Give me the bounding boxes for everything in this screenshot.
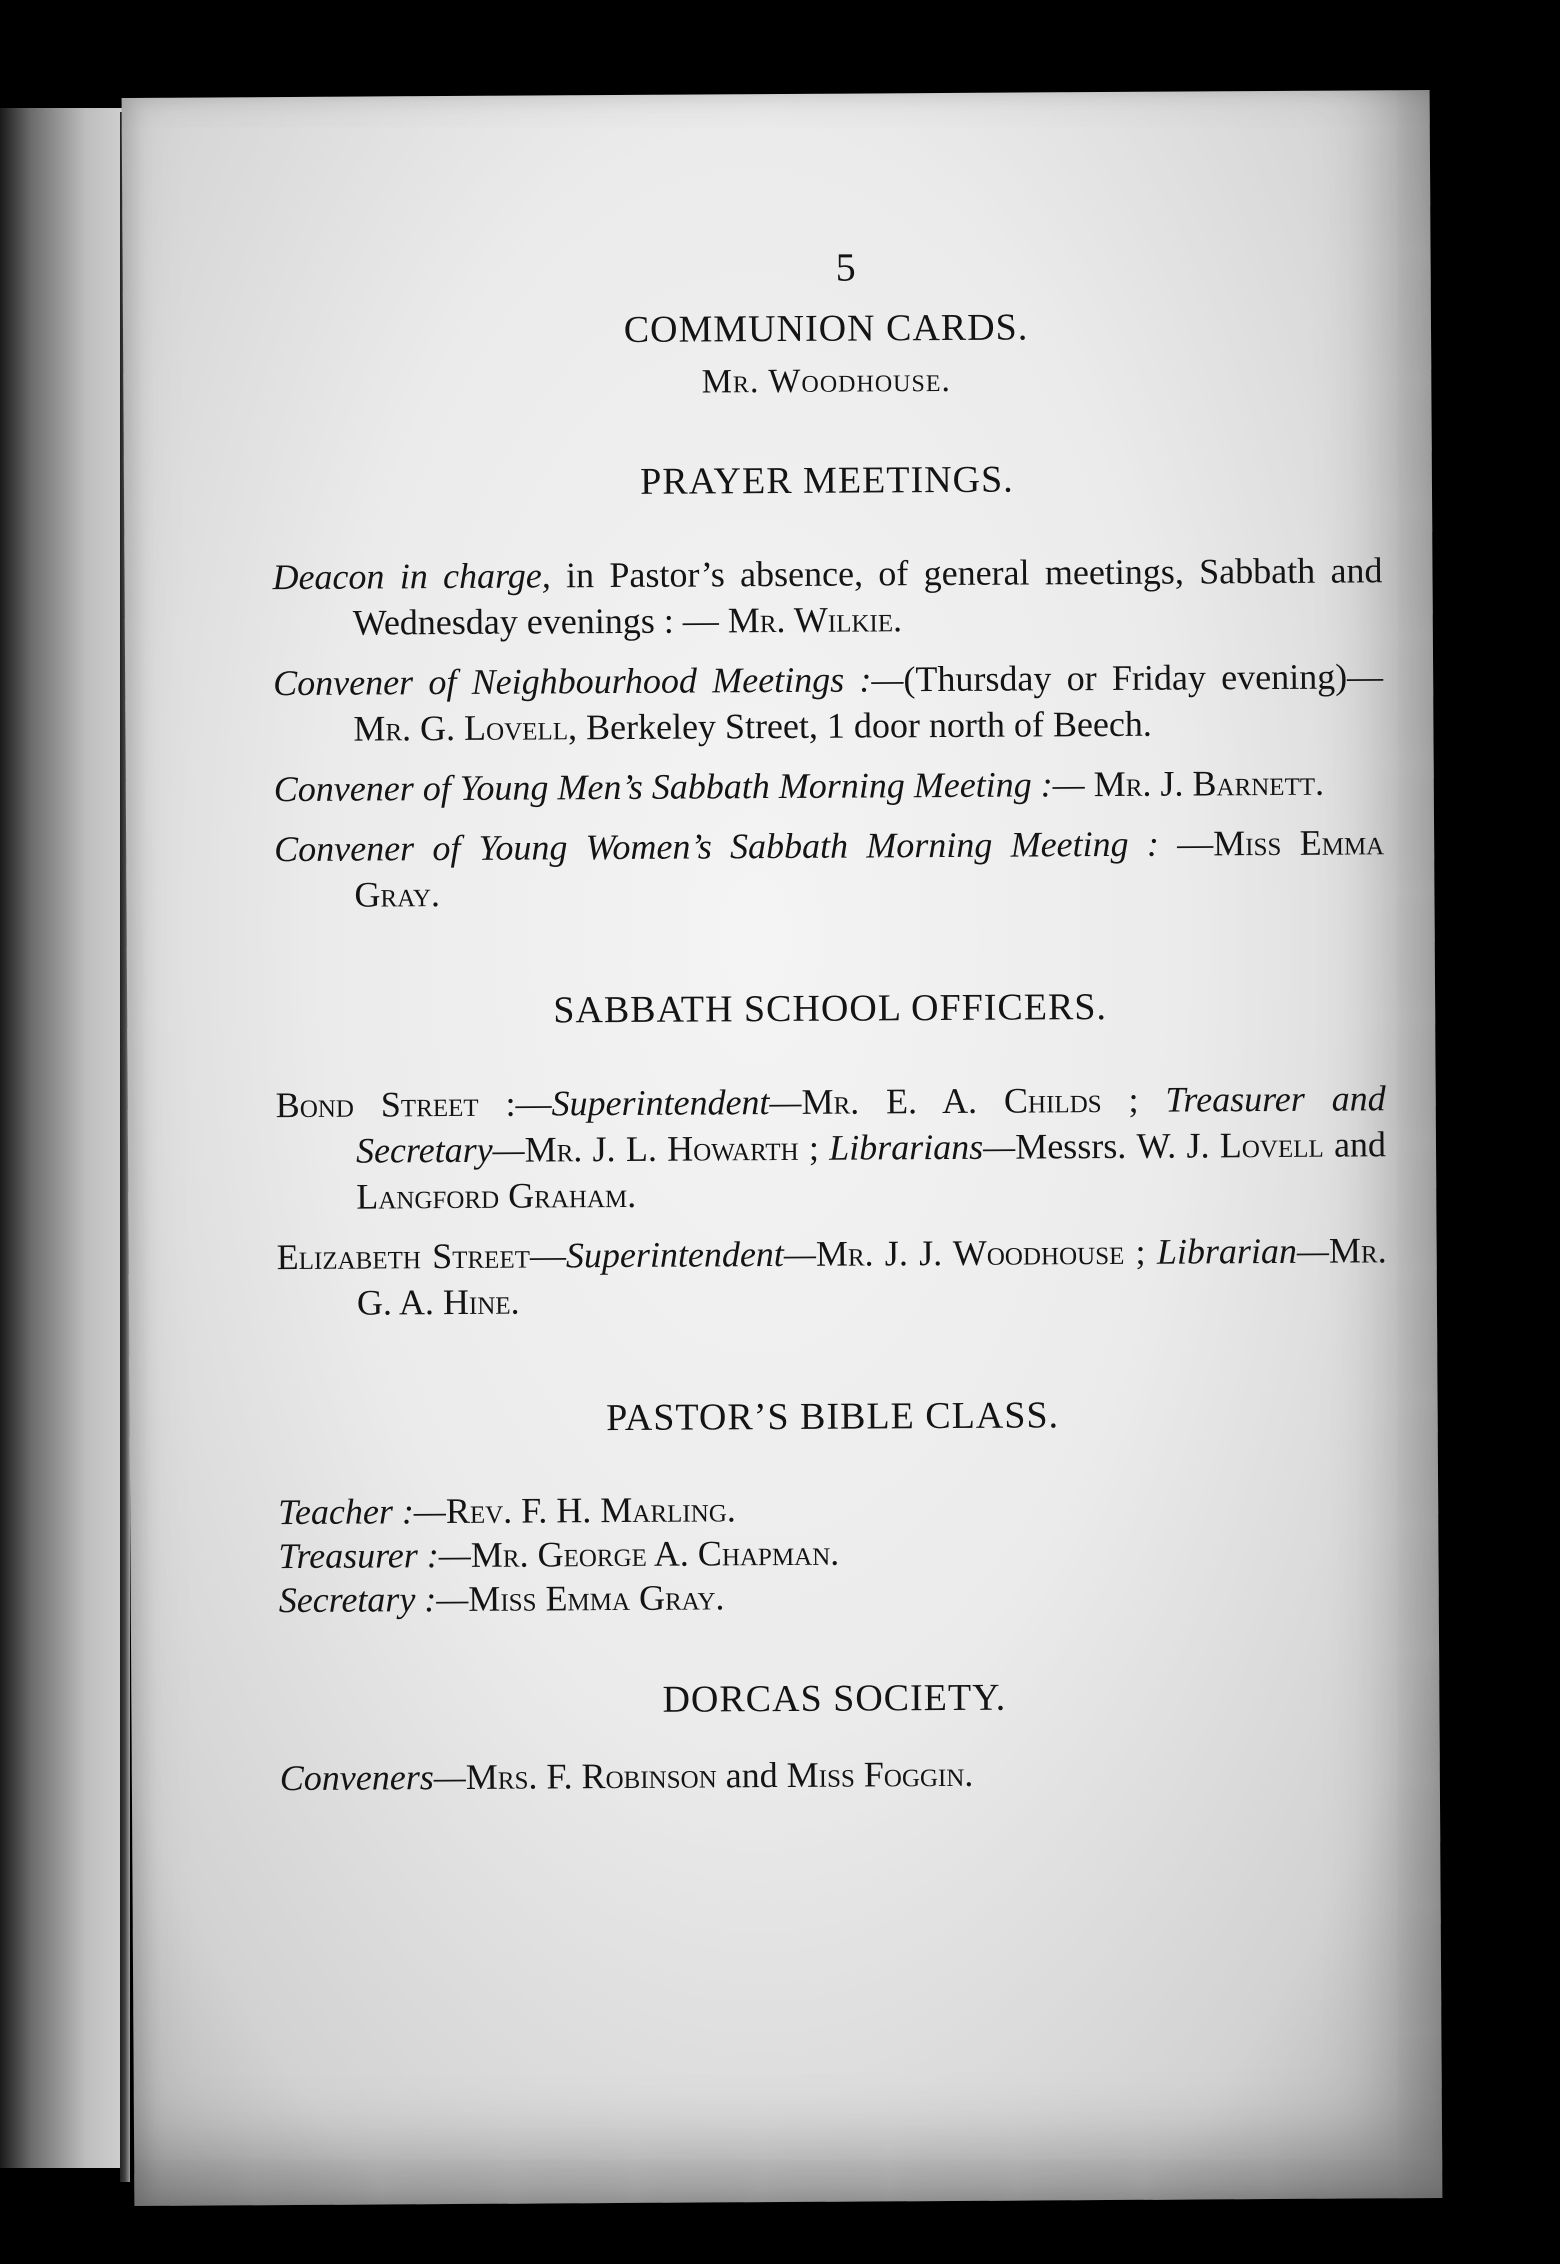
bible-class-teacher (278, 1483, 1388, 1534)
role-label: Secretary :— (278, 1578, 469, 1621)
entry-role: Convener of Young Men’s Sabbath Morning Meeting :— (273, 764, 1085, 810)
superintendent-label: Superintendent— (551, 1081, 802, 1124)
conveners-and: and (716, 1754, 787, 1796)
entry-name: Miss Emma Gray. (354, 822, 1385, 915)
communion-cards-heading: COMMUNION CARDS. (623, 306, 1029, 351)
place-name: Bond Street :— (275, 1083, 552, 1126)
entry-text: — (1158, 823, 1214, 864)
superintendent-name: Mr. J. J. Woodhouse ; (815, 1231, 1146, 1274)
librarian-name-1: W. J. Lovell (1136, 1124, 1324, 1166)
librarians-and: and (1323, 1124, 1387, 1165)
entry-role: Convener of Young Women’s Sabbath Morning Meeting : (274, 823, 1160, 870)
previous-page-edge (0, 108, 122, 2168)
prayer-entry-deacon (272, 547, 1383, 646)
book-page (122, 90, 1443, 2206)
superintendent-label: Superintendent— (565, 1233, 817, 1276)
entry-role: Convener of Neighbourhood Meetings :— (273, 659, 904, 704)
role-name: Rev. F. H. Marling. (445, 1489, 736, 1532)
elizabeth-street-entry (277, 1227, 1388, 1326)
entry-text (1085, 764, 1094, 804)
bible-class-heading: PASTOR’S BIBLE CLASS. (606, 1394, 1060, 1440)
sabbath-school-heading: SABBATH SCHOOL OFFICERS. (553, 986, 1108, 1032)
entry-name: Mr. G. Lovell, (353, 707, 578, 749)
prayer-meetings-heading: PRAYER MEETINGS. (640, 458, 1014, 503)
librarians-label: Librarians— (829, 1126, 1016, 1168)
role-label: Teacher :— (278, 1491, 447, 1533)
prayer-entry-young-men (274, 759, 1384, 812)
dorcas-conveners (280, 1749, 1390, 1800)
entry-role: Deacon in charge, (272, 555, 551, 598)
prayer-entry-neighbourhood (273, 653, 1384, 752)
place-name: Elizabeth Street— (276, 1235, 567, 1278)
librarian-name-2: Langford Graham. (356, 1174, 637, 1217)
entry-text: in Pastor’s absence, of general meetings, Sabbath and Wednesday evenings : — (352, 550, 1383, 643)
entry-text: (Thursday or Friday evening)— (903, 656, 1384, 700)
treasurer-label: Treasurer and Secretary— (355, 1078, 1386, 1171)
convener-name-1: Mrs. F. Robinson (465, 1755, 717, 1797)
communion-cards-person: Mr. Woodhouse. (701, 361, 952, 401)
dorcas-heading: DORCAS SOCIETY. (662, 1676, 1007, 1721)
convener-name-2: Miss Foggin. (786, 1753, 974, 1795)
prayer-entry-young-women (274, 819, 1385, 918)
conveners-label: Conveners— (279, 1756, 466, 1799)
superintendent-name: Mr. E. A. Childs ; (801, 1079, 1139, 1122)
librarian-label: Librarian— (1156, 1230, 1330, 1272)
librarian-name: Mr. G. A. Hine. (356, 1230, 1387, 1323)
page-number: 5 (835, 244, 856, 290)
role-name: Miss Emma Gray. (468, 1577, 725, 1619)
bond-street-entry (276, 1075, 1387, 1220)
role-name: Mr. George A. Chapman. (470, 1532, 840, 1575)
page-content (270, 240, 1389, 1800)
entry-after: Berkeley Street, 1 door north of Beech. (576, 703, 1152, 748)
entry-name: Mr. Wilkie. (727, 599, 903, 641)
entry-name: Mr. J. Barnett. (1093, 762, 1325, 805)
librarians-prefix: Messrs. (1015, 1125, 1127, 1167)
bible-class-treasurer (278, 1527, 1388, 1578)
role-label: Treasurer :— (278, 1534, 471, 1577)
treasurer-name: Mr. J. L. Howarth ; (524, 1127, 819, 1170)
bible-class-secretary (279, 1571, 1389, 1622)
